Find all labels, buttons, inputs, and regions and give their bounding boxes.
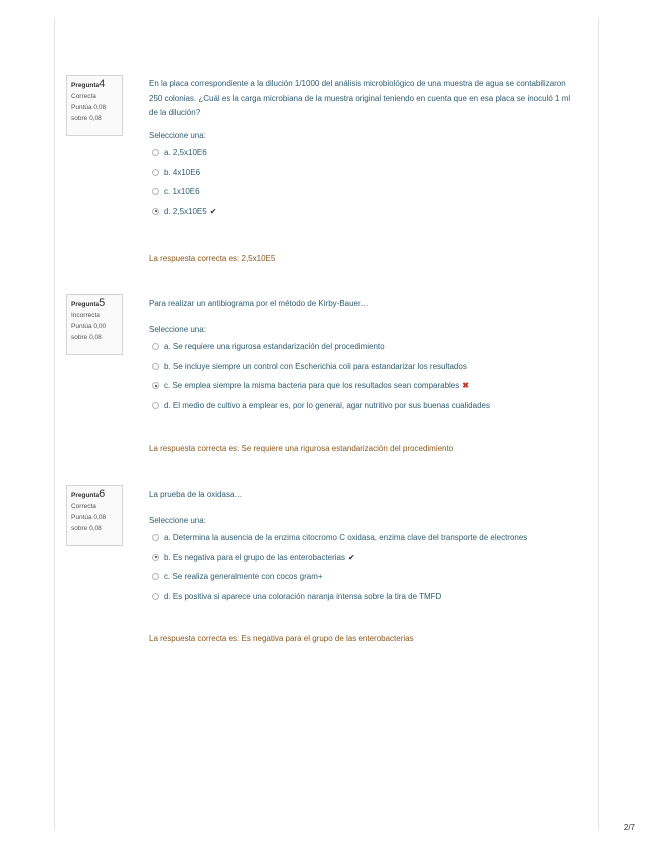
answer-option-b[interactable]: b. Es negativa para el grupo de las enterobacterias ✔	[149, 548, 581, 568]
answer-option-c[interactable]: c. Se realiza generalmente con cocos gram+	[149, 567, 581, 587]
answer-option-b[interactable]: b. 4x10E6	[149, 163, 581, 183]
answer-option-b[interactable]: b. Se incluye siempre un control con Escherichia coli para estandarizar los resultados	[149, 357, 581, 377]
question-5	[66, 294, 586, 464]
question-number: 5	[99, 297, 106, 309]
question-label: Pregunta	[71, 492, 100, 499]
question-body	[149, 75, 581, 221]
answer-option-a[interactable]: a. Determina la ausencia de la enzima citocromo C oxidasa, enzima clave del transporte de electrones	[149, 528, 581, 548]
answer-option-d[interactable]: d. Es positiva si aparece una coloración naranja intensa sobre la tira de TMFD	[149, 587, 581, 607]
question-4	[66, 75, 586, 275]
question-status: Correcta	[71, 93, 96, 100]
question-score-max: sobre 0,08	[71, 525, 102, 532]
radio-button[interactable]	[152, 343, 159, 350]
answer-option-c[interactable]: c. Se emplea siempre la misma bacteria para que los resultados sean comparables ✖	[149, 376, 581, 396]
page-number: 2/7	[623, 823, 635, 832]
check-icon: ✔	[209, 206, 217, 216]
question-body	[149, 485, 581, 606]
question-text: En la placa correspondiente a la dilución 1/1000 del análisis microbiológico de una muestra de agua se contabilizaron 250 colonias. ¿Cuál es la carga microbiana de la muestra original teniendo en cuenta que en esa placa se inoculó 1 ml de la dilución?	[149, 79, 571, 117]
question-6	[66, 485, 586, 655]
correct-answer-feedback: La respuesta correcta es: 2,5x10E5	[149, 254, 276, 263]
question-score: Puntúa 0,08	[71, 104, 107, 111]
radio-button[interactable]	[152, 534, 159, 541]
question-number: 4	[99, 78, 106, 90]
question-info	[66, 485, 123, 546]
question-body	[149, 294, 581, 415]
question-info	[66, 294, 123, 355]
select-one-label: Seleccione una:	[149, 515, 206, 525]
question-score: Puntúa 0,00	[71, 323, 107, 330]
select-one-label: Seleccione una:	[149, 324, 206, 334]
radio-button[interactable]	[152, 149, 159, 156]
question-score: Puntúa 0,08	[71, 514, 107, 521]
radio-button[interactable]	[152, 573, 159, 580]
question-status: Incorrecta	[71, 312, 100, 319]
page-border-right	[598, 18, 599, 830]
answer-option-a[interactable]: a. Se requiere una rigurosa estandarización del procedimiento	[149, 337, 581, 357]
radio-button-selected[interactable]	[152, 382, 159, 389]
correct-answer-feedback: La respuesta correcta es: Es negativa para el grupo de las enterobacterias	[149, 634, 414, 643]
question-label: Pregunta	[71, 301, 100, 308]
radio-button[interactable]	[152, 593, 159, 600]
radio-button[interactable]	[152, 169, 159, 176]
select-one-label: Seleccione una:	[149, 130, 206, 140]
question-text: Para realizar un antibiograma por el método de Kirby-Bauer…	[149, 299, 369, 308]
radio-button-selected[interactable]	[152, 208, 159, 215]
radio-button[interactable]	[152, 402, 159, 409]
question-score-max: sobre 0,08	[71, 115, 102, 122]
question-score-max: sobre 0,08	[71, 334, 102, 341]
question-number: 6	[99, 488, 106, 500]
answer-option-d[interactable]: d. 2,5x10E5 ✔	[149, 202, 581, 222]
answer-option-a[interactable]: a. 2,5x10E6	[149, 143, 581, 163]
answer-option-d[interactable]: d. El medio de cultivo a emplear es, por lo general, agar nutritivo por sus buenas cualidades	[149, 396, 581, 416]
question-label: Pregunta	[71, 82, 100, 89]
question-text: La prueba de la oxidasa…	[149, 490, 243, 499]
cross-icon: ✖	[462, 381, 469, 390]
check-icon: ✔	[348, 552, 355, 562]
question-info	[66, 75, 123, 136]
radio-button-selected[interactable]	[152, 554, 159, 561]
answer-option-c[interactable]: c. 1x10E6	[149, 182, 581, 202]
radio-button[interactable]	[152, 188, 159, 195]
question-status: Correcta	[71, 503, 96, 510]
correct-answer-feedback: La respuesta correcta es: Se requiere una rigurosa estandarización del procedimiento	[149, 444, 454, 453]
page-border-left	[54, 18, 55, 830]
radio-button[interactable]	[152, 363, 159, 370]
